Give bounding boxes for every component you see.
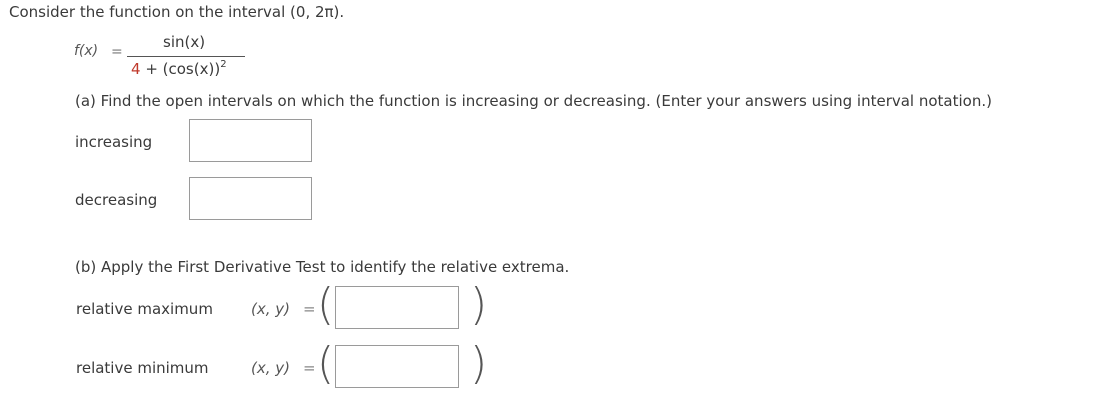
fraction-bar <box>127 56 245 57</box>
max-equals: = <box>303 300 316 318</box>
part-b-prompt: (b) Apply the First Derivative Test to identify the relative extrema. <box>75 258 570 276</box>
relative-maximum-input[interactable] <box>335 286 459 329</box>
min-open-paren: ( <box>317 338 335 389</box>
increasing-label: increasing <box>75 133 153 151</box>
function-equals: = <box>111 44 123 60</box>
min-equals: = <box>303 359 316 377</box>
function-numerator: sin(x) <box>163 33 206 51</box>
denominator-exponent: 2 <box>220 59 227 70</box>
decreasing-label: decreasing <box>75 191 158 209</box>
max-close-paren: ) <box>470 279 488 330</box>
max-open-paren: ( <box>317 279 335 330</box>
question-intro: Consider the function on the interval (0, 2π). <box>9 3 345 21</box>
max-xy-label <box>251 300 290 318</box>
relative-minimum-label: relative minimum <box>76 359 209 377</box>
denominator-cos-term: + (cos(x)) <box>140 60 221 78</box>
increasing-input[interactable] <box>189 119 312 162</box>
part-a-prompt: (a) Find the open intervals on which the function is increasing or decreasing. (Enter your answers using interval notation.) <box>75 92 992 110</box>
min-xy-label <box>251 359 290 377</box>
max-xy-text: (x, y) <box>251 300 290 318</box>
function-name: f(x) <box>74 43 99 59</box>
relative-maximum-label: relative maximum <box>76 300 213 318</box>
decreasing-input[interactable] <box>189 177 312 220</box>
min-close-paren: ) <box>470 338 488 389</box>
min-xy-text: (x, y) <box>251 359 290 377</box>
function-denominator <box>131 60 227 78</box>
relative-minimum-input[interactable] <box>335 345 459 388</box>
denominator-constant: 4 <box>131 60 141 78</box>
function-lhs <box>74 43 98 59</box>
